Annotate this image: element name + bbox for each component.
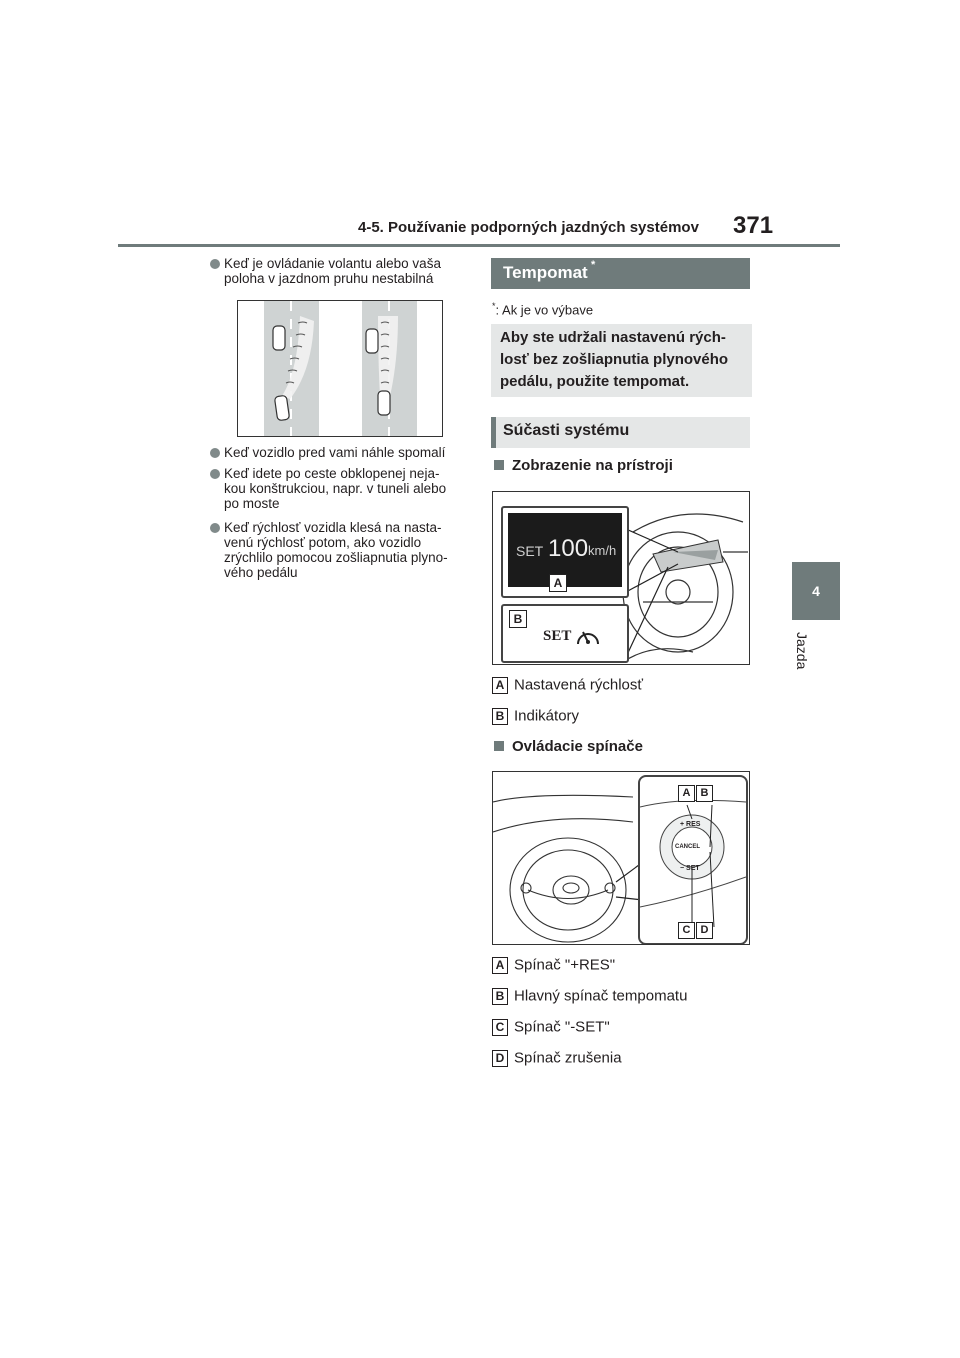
- footnote-mark: *: [492, 301, 496, 311]
- display-heading: [494, 457, 673, 474]
- legend-text: Indikátory: [514, 707, 580, 725]
- legend-key: B: [492, 988, 508, 1005]
- bullet-icon: [210, 259, 220, 269]
- chapter-tab[interactable]: 4: [792, 562, 840, 620]
- bullet-icon: [210, 469, 220, 479]
- page-number: 371: [733, 212, 774, 239]
- intro-text: Aby ste udržali nastavenú rých- losť bez zošliapnutia plynového pedálu, použite tempomat.: [500, 329, 729, 390]
- bullet-text: Keď vozidlo pred vami náhle spomalí: [224, 445, 446, 460]
- footnote: [492, 301, 593, 317]
- legend-key: C: [492, 1019, 508, 1036]
- callout-c: C: [678, 922, 695, 939]
- intro-box: [491, 324, 752, 397]
- legend-key: B: [492, 708, 508, 725]
- callout-d: D: [696, 922, 713, 939]
- switches-heading-text: Ovládacie spínače: [512, 738, 643, 755]
- subsection-title: Súčasti systému: [503, 422, 630, 439]
- lane-illustration: [237, 300, 443, 437]
- cruise-control-icon: [575, 624, 601, 648]
- header-rule: [118, 244, 840, 247]
- bullet-text: Keď je ovládanie volantu alebo vaša poloha v jazdnom pruhu nestabilná: [224, 256, 441, 286]
- legend-item-a: [492, 676, 643, 694]
- square-bullet-icon: [494, 460, 504, 470]
- bullet-text: Keď idete po ceste obklopenej neja- kou konštrukciou, napr. v tuneli alebo po moste: [224, 466, 447, 511]
- legend-key: A: [492, 957, 508, 974]
- legend-text: Hlavný spínač tempomatu: [514, 987, 688, 1005]
- square-bullet-icon: [494, 741, 504, 751]
- switch-closeup: [638, 775, 748, 945]
- res-switch-label: + RES: [680, 821, 701, 828]
- screen-speed-text: 100: [548, 535, 589, 562]
- legend-item-b: [492, 987, 687, 1005]
- switches-heading: [494, 738, 643, 755]
- bullet-text: Keď rýchlosť vozidla klesá na nasta- venú rýchlosť potom, ako vozidlo zrýchlilo pomocou zošliapnutia plyno- vého pedálu: [224, 520, 448, 580]
- legend-text: Spínač "-SET": [514, 1018, 610, 1036]
- lane-drift-drawing: [238, 301, 442, 436]
- legend-item-d: [492, 1049, 622, 1067]
- subsection-title-bar: [491, 417, 750, 448]
- legend-text: Spínač zrušenia: [514, 1049, 622, 1067]
- display-heading-text: Zobrazenie na prístroji: [512, 457, 673, 474]
- legend-item-a: [492, 956, 615, 974]
- callout-a: A: [549, 574, 567, 592]
- section-title: Tempomat: [503, 263, 588, 282]
- title-footnote-mark: *: [591, 259, 596, 271]
- footnote-text: : Ak je vo výbave: [495, 302, 594, 318]
- meter-frame: [501, 506, 629, 598]
- running-header: 4-5. Používanie podporných jazdných systémov: [358, 219, 699, 236]
- legend-key: D: [492, 1050, 508, 1067]
- bullet-icon: [210, 448, 220, 458]
- switches-figure: [492, 771, 750, 945]
- bullet-icon: [210, 523, 220, 533]
- callout-a: A: [678, 785, 695, 802]
- subsection-accent: [491, 417, 496, 448]
- legend-item-c: [492, 1018, 610, 1036]
- screen-unit-text: km/h: [588, 543, 617, 558]
- callout-b: B: [696, 785, 713, 802]
- cancel-switch-label: CANCEL: [675, 844, 700, 850]
- chapter-label: Jazda: [794, 632, 810, 670]
- legend-key: A: [492, 677, 508, 694]
- legend-text: Nastavená rýchlosť: [514, 676, 644, 694]
- display-figure: [492, 491, 750, 665]
- indicator-frame: [501, 604, 629, 663]
- section-title-bar: [491, 258, 750, 289]
- legend-item-b: [492, 707, 579, 725]
- set-switch-label: − SET: [680, 865, 700, 872]
- indicator-set-text: SET: [543, 628, 572, 644]
- callout-b: B: [509, 610, 527, 628]
- screen-set-text: SET: [516, 543, 544, 559]
- legend-text: Spínač "+RES": [514, 956, 616, 974]
